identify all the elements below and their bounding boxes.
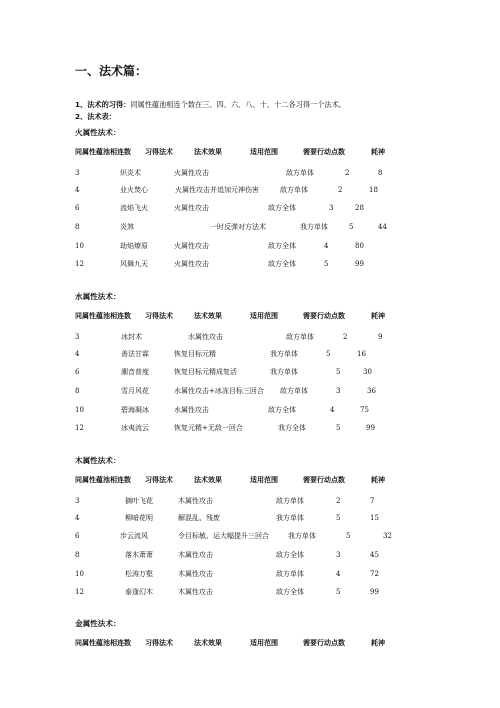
table-cell: 4 (324, 242, 329, 250)
intro-line-2-label: 2、法术表： (75, 112, 116, 121)
column-header: 同属性蕴池相连数 (75, 148, 131, 156)
table-cell: 解混乱、残废 (178, 514, 220, 522)
table-cell: 4 (75, 514, 80, 522)
table-cell: 2 (338, 186, 343, 194)
table-cell: 4 (75, 350, 80, 358)
column-header: 同属性蕴池相连数 (75, 639, 131, 647)
table-cell: 我方全体 (278, 424, 306, 432)
table-cell: 3 (329, 204, 334, 212)
table-cell: 2 (336, 497, 341, 505)
column-header: 需要行动点数 (303, 639, 345, 647)
table-cell: 36 (367, 387, 376, 395)
table-cell: 潮音普度 (121, 368, 149, 376)
column-header: 适用范围 (250, 476, 278, 484)
table-cell: 敌方全体 (276, 551, 304, 559)
section-title: 火属性法术： (75, 128, 121, 137)
table-cell: 15 (370, 514, 379, 522)
column-header: 法术效果 (194, 476, 222, 484)
table-cell: 12 (75, 588, 84, 596)
table-cell: 落木萧萧 (125, 551, 153, 559)
column-header: 耗神 (371, 148, 385, 156)
table-cell: 令目标敏、运大幅提升三回合 (178, 532, 269, 540)
column-header: 法术效果 (194, 148, 222, 156)
table-cell: 5 (336, 514, 341, 522)
page-title: 一、法术篇： (75, 64, 148, 78)
table-cell: 我方单体 (276, 514, 304, 522)
table-cell: 8 (378, 169, 383, 177)
table-cell: 水属性攻击 (174, 406, 209, 414)
table-cell: 5 (336, 424, 341, 432)
table-cell: 我方单体 (288, 532, 316, 540)
section-title: 木属性法术： (75, 456, 121, 465)
intro-line-1-text: 同属性蕴池相连个数在三、四、六、八、十、十二各习得一个法术。 (130, 100, 346, 109)
table-cell: 5 (349, 223, 354, 231)
table-cell: 10 (75, 406, 84, 414)
column-header: 同属性蕴池相连数 (75, 476, 131, 484)
table-cell: 8 (75, 551, 80, 559)
table-cell: 敌方单体 (280, 387, 308, 395)
table-cell: 6 (75, 204, 80, 212)
table-cell: 敌方单体 (286, 333, 314, 341)
table-cell: 80 (355, 242, 364, 250)
table-cell: 火属性攻击并追加元神伤害 (175, 186, 259, 194)
table-cell: 2 (345, 169, 350, 177)
table-cell: 敌方全体 (268, 406, 296, 414)
table-cell: 火属性攻击 (174, 169, 209, 177)
table-cell: 99 (355, 260, 364, 268)
table-cell: 75 (360, 406, 369, 414)
table-cell: 3 (75, 333, 80, 341)
table-cell: 3 (75, 497, 80, 505)
table-cell: 30 (363, 368, 372, 376)
table-cell: 18 (369, 186, 378, 194)
table-cell: 44 (378, 223, 387, 231)
table-cell: 我方单体 (300, 223, 328, 231)
table-cell: 水属性攻击+冰冻目标三回合 (174, 387, 264, 395)
table-cell: 12 (75, 424, 84, 432)
table-cell: 99 (366, 424, 375, 432)
table-cell: 9 (378, 333, 383, 341)
table-cell: 泰逢幻木 (125, 588, 153, 596)
table-cell: 业火焚心 (120, 186, 148, 194)
intro-line-2 (75, 113, 116, 120)
table-cell: 45 (370, 551, 379, 559)
table-cell: 水属性攻击 (188, 333, 223, 341)
table-cell: 99 (370, 588, 379, 596)
table-cell: 敌方单体 (286, 169, 314, 177)
table-cell: 劫焰燎原 (120, 242, 148, 250)
column-header: 适用范围 (250, 639, 278, 647)
column-header: 法术效果 (194, 639, 222, 647)
table-cell: 16 (357, 350, 366, 358)
table-cell: 5 (336, 368, 341, 376)
table-cell: 柳暗花明 (125, 514, 153, 522)
column-header: 法术效果 (194, 312, 222, 320)
column-header: 耗神 (371, 639, 385, 647)
table-cell: 恢复元精+无敌一回合 (174, 424, 243, 432)
table-cell: 4 (330, 406, 335, 414)
table-cell: 8 (75, 223, 80, 231)
table-cell: 12 (75, 260, 84, 268)
table-cell: 步云流风 (120, 532, 148, 540)
table-cell: 我方单体 (270, 350, 298, 358)
table-cell: 5 (326, 350, 331, 358)
table-cell: 3 (336, 551, 341, 559)
section-title: 金属性法术： (75, 619, 121, 628)
column-header: 习得法术 (145, 639, 173, 647)
table-cell: 3 (336, 387, 341, 395)
table-cell: 冰夷流云 (121, 424, 149, 432)
table-cell: 善法甘霖 (121, 350, 149, 358)
table-cell: 敌方单体 (276, 497, 304, 505)
table-cell: 炽炎术 (120, 169, 141, 177)
table-cell: 72 (370, 570, 379, 578)
column-header: 习得法术 (145, 148, 173, 156)
table-cell: 32 (383, 532, 392, 540)
table-cell: 3 (75, 169, 80, 177)
table-cell: 一时反弹对方法术 (210, 223, 266, 231)
table-cell: 火属性攻击 (174, 242, 209, 250)
column-header: 需要行动点数 (303, 476, 345, 484)
section-title: 水属性法术： (75, 292, 121, 301)
table-cell: 恢复目标元精成复活 (174, 368, 237, 376)
table-cell: 5 (336, 588, 341, 596)
table-cell: 我方单体 (270, 368, 298, 376)
table-cell: 10 (75, 570, 84, 578)
table-cell: 6 (75, 368, 80, 376)
column-header: 需要行动点数 (303, 148, 345, 156)
intro-line-1-label: 1、法术的习得： (75, 100, 131, 109)
table-cell: 炎煞 (120, 223, 134, 231)
table-cell: 10 (75, 242, 84, 250)
table-cell: 木属性攻击 (178, 497, 213, 505)
table-cell: 冰封术 (121, 333, 142, 341)
column-header: 适用范围 (250, 148, 278, 156)
table-cell: 敌方全体 (268, 242, 296, 250)
table-cell: 4 (336, 570, 341, 578)
table-cell: 木属性攻击 (178, 551, 213, 559)
table-cell: 敌方全体 (268, 204, 296, 212)
table-cell: 松涛万壑 (125, 570, 153, 578)
table-cell: 木属性攻击 (178, 588, 213, 596)
column-header: 耗神 (371, 476, 385, 484)
column-header: 适用范围 (250, 312, 278, 320)
table-cell: 7 (370, 497, 375, 505)
table-cell: 8 (75, 387, 80, 395)
table-cell: 火属性攻击 (174, 260, 209, 268)
table-cell: 5 (324, 260, 329, 268)
table-cell: 摘叶飞花 (125, 497, 153, 505)
table-cell: 敌方单体 (280, 186, 308, 194)
table-cell: 6 (75, 532, 80, 540)
table-cell: 5 (346, 532, 351, 540)
table-cell: 28 (355, 204, 364, 212)
table-cell: 敌方全体 (268, 260, 296, 268)
table-cell: 敌方全体 (276, 588, 304, 596)
table-cell: 流焰飞火 (120, 204, 148, 212)
table-cell: 2 (343, 333, 348, 341)
column-header: 习得法术 (145, 476, 173, 484)
column-header: 耗神 (371, 312, 385, 320)
intro-line-1 (75, 101, 346, 108)
table-cell: 雪月风花 (121, 387, 149, 395)
column-header: 习得法术 (145, 312, 173, 320)
table-cell: 4 (75, 186, 80, 194)
table-cell: 碧海凝冰 (121, 406, 149, 414)
table-cell: 木属性攻击 (178, 570, 213, 578)
table-cell: 风舞九天 (120, 260, 148, 268)
table-cell: 火属性攻击 (174, 204, 209, 212)
table-cell: 恢复目标元精 (174, 350, 216, 358)
table-cell: 敌方单体 (276, 570, 304, 578)
column-header: 同属性蕴池相连数 (75, 312, 131, 320)
column-header: 需要行动点数 (303, 312, 345, 320)
